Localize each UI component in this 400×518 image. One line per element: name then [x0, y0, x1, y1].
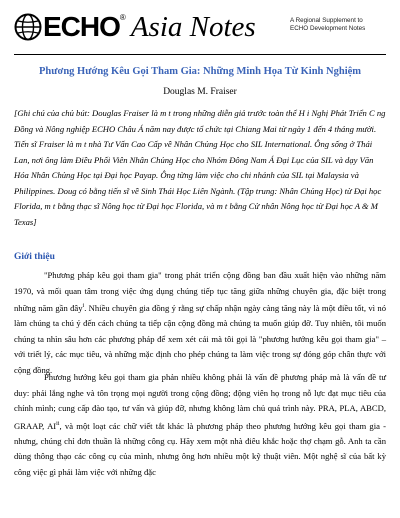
editor-note	[14, 106, 386, 230]
article-author: Douglas M. Fraiser	[163, 87, 237, 97]
footnote-ref-i: i	[82, 303, 85, 309]
paragraph-2-text-b: , và một loạt các chữ viết tắt khác là phương pháp theo phương hướng kêu gọi tham gia - nhưng, chúng chỉ đơn thuần là những công cụ. Hãy xem một nhà điêu khắc hoặc thợ chạm gỗ. Anh ta cần dùng thông thạo các công cụ của mình, nhưng ông hơn nhiều một kỹ thuật viên. Một nghệ sĩ của bất kỳ công việc gì phải làm việc với những đặc	[14, 420, 386, 477]
section-heading: Giới thiệu	[14, 252, 55, 262]
logo-asia-notes-text: Asia Notes	[130, 11, 256, 43]
masthead	[14, 10, 386, 44]
registered-mark: ®	[119, 12, 126, 22]
logo-echo-text: ECHO	[43, 11, 120, 42]
paragraph-1-text-a: "Phương pháp kêu gọi tham gia" trong phát triển cộng đồng ban đầu xuất hiện vào những năm 1970, và mối quan tâm trong việc ứng dụng chúng tiếp tục tăng giữa những chuyên gia, đặc biệt trong những năm gần đây	[14, 270, 386, 313]
supplement-line-2: ECHO Development Notes	[290, 25, 366, 32]
paragraph-1	[14, 268, 386, 378]
globe-icon	[14, 13, 42, 41]
supplement-line-1: A Regional Supplement to	[290, 17, 363, 24]
echo-logo	[14, 10, 256, 44]
editor-note-text: [Ghi chú của chủ bút: Douglas Fraiser là m t trong những diễn giả trước toàn thể H i Nghị Phát Triển C ng Đồng và Nông nghiệp ECHO Châu Á năm nay được tổ chức tại Chiang Mai từ ngày 1 đến 4 tháng mười. Tiến sĩ Fraiser là m t nhà Tư Vấn Cao Cấp về Nhân Chủng Học cho SIL International. Ông sống ở Thái Lan, nơi ông làm Điều Phối Viên Nhân Chủng Học cho Nhóm Đông Nam Á Đại Lục của SIL và dạy Văn Hóa Nhân Chủng Học tại Đại học Payap. Ông từng làm việc cho chi nhánh của SIL tại Malaysia và Philippines. Doug có bằng tiến sĩ về Sinh Thái Học Liên Ngành. (Tập trung: Nhân Chủng Học) từ Đại học Florida, m t bằng thạc sĩ Nông học từ Đại học Florida, và m t bằng Cử nhân Nông học từ Đại học A & M Texas]	[14, 108, 386, 227]
paragraph-1-text-b: . Nhiều chuyên gia đồng ý rằng sự chấp nhận ngày càng tăng này là một điều tốt, vì nó làm chúng ta chú ý đến cách chúng ta tiếp cận cộng đồng mà chúng ta muốn giúp đỡ. Tuy nhiên, tôi muốn chúng ta nhìn sâu hơn các phương pháp để xem xét cái mà tôi gọi là "phương hướng kêu gọi tham gia" – với triết lý, các mục tiêu, và những mặc định cho phép chúng ta làm việc trong sự đóng góp chân thực với cộng đồng.	[14, 302, 386, 375]
supplement-caption	[290, 17, 386, 33]
article-title: Phương Hướng Kêu Gọi Tham Gia: Những Minh Họa Từ Kinh Nghiệm	[38, 66, 362, 77]
header-divider	[14, 54, 386, 55]
footnote-ref-ii: ii	[56, 420, 60, 427]
paragraph-2	[14, 370, 386, 480]
paragraph-2-text-a: Phương hướng kêu gọi tham gia phản nhiều không phải là vấn đề phương pháp mà là vấn đề tư duy: phải lắng nghe và tôn trọng mọi người trong cộng đồng; động viên họ trong nỗ lực đạt mục tiêu của chính mình; cung cấp đào tạo, tư vấn và giúp đỡ, nhưng không làm chủ quá trình này. PRA, PLA, ABCD, GRAAP, AI	[14, 372, 386, 431]
